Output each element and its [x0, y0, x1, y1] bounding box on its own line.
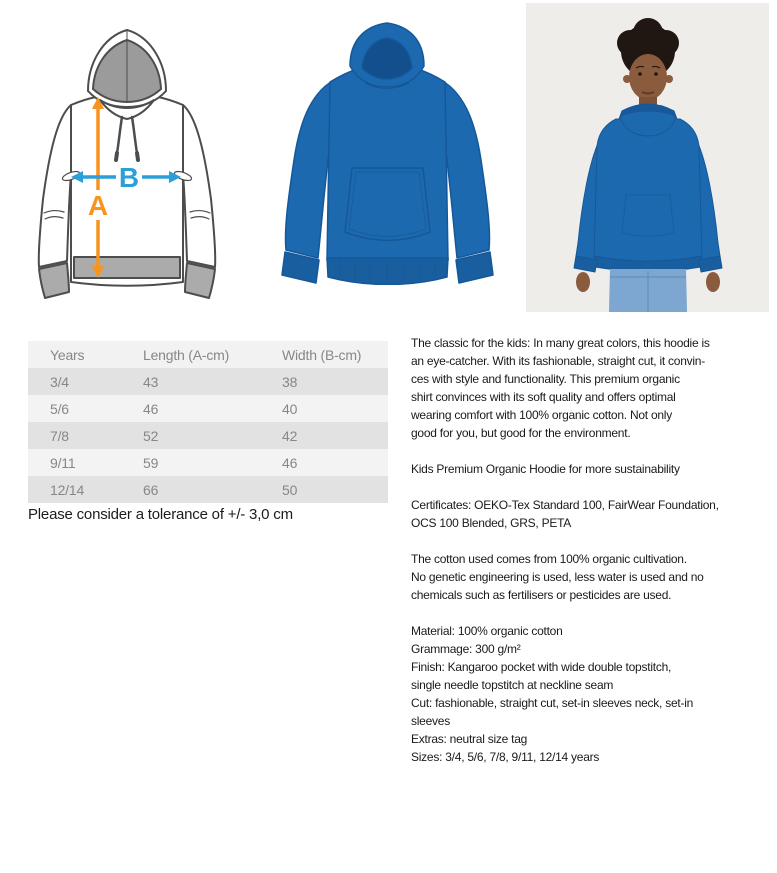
measure-label-b: B	[118, 162, 140, 193]
size-table	[28, 341, 388, 503]
model-left-hand	[576, 272, 590, 292]
size-table-row: 3/4 43 38	[28, 368, 388, 395]
description-paragraph-specs: Material: 100% organic cotton Grammage: 300 g/m² Finish: Kangaroo pocket with wide double topstitch, single needle topstitch at neckline seam Cut: fashionable, straight cut, set-in sleeves neck, set-in sleeves Extras: neutral size tag Sizes: 3/4, 5/6, 7/8, 9/11, 12/14 years	[411, 624, 694, 764]
model-jeans	[609, 269, 687, 312]
model-photo	[526, 3, 769, 312]
diagram-right-sleeve	[183, 105, 215, 267]
size-table-header-width: Width (B-cm)	[282, 346, 362, 363]
product-description	[411, 334, 759, 784]
description-paragraph-cotton: The cotton used comes from 100% organic cultivation. No genetic engineering is used, less water is used and no chemicals such as fertilisers or pesticides are used.	[411, 552, 704, 602]
diagram-left-sleeve	[39, 105, 71, 267]
diagram-hem-band	[74, 257, 180, 278]
model-right-hand	[706, 272, 720, 292]
kid-wearing-hoodie-photo	[526, 3, 769, 312]
description-paragraph-certificates: Certificates: OEKO-Tex Standard 100, FairWear Foundation, OCS 100 Blended, GRS, PETA	[411, 498, 719, 530]
measurement-diagram-illustration	[30, 27, 225, 299]
product-pocket	[345, 168, 430, 240]
blue-hoodie-photo	[270, 20, 505, 285]
size-table-header-years: Years	[50, 346, 85, 363]
size-table-header-row	[28, 341, 388, 368]
size-table-row: 12/14 66 50	[28, 476, 388, 503]
description-paragraph-sustainability: Kids Premium Organic Hoodie for more sustainability	[411, 462, 680, 476]
hoodie-measurement-diagram	[30, 27, 225, 299]
product-hem	[327, 258, 448, 285]
diagram-drawcord-tip-right	[137, 153, 138, 160]
diagram-drawcord-tip-left	[116, 153, 117, 160]
product-photo-flat	[270, 20, 505, 285]
size-table-row: 9/11 59 46	[28, 449, 388, 476]
diagram-left-cuff	[39, 263, 69, 298]
size-table-header-length: Length (A-cm)	[143, 346, 230, 363]
size-table-row: 5/6 46 40	[28, 395, 388, 422]
product-hoodie	[282, 23, 493, 285]
diagram-right-cuff	[185, 263, 215, 298]
description-paragraph-intro: The classic for the kids: In many great colors, this hoodie is an eye-catcher. With its fashionable, straight cut, it convin- ces with style and functionality. This premium organic shirt convinces with its soft quality and offers optimal wearing comfort with 100% organic cotton. Not only good for you, but good for the environment.	[411, 336, 710, 440]
measure-label-a: A	[87, 190, 109, 221]
tolerance-note: Please consider a tolerance of +/- 3,0 cm	[28, 506, 293, 523]
model-body	[594, 119, 702, 264]
size-table-row: 7/8 52 42	[28, 422, 388, 449]
